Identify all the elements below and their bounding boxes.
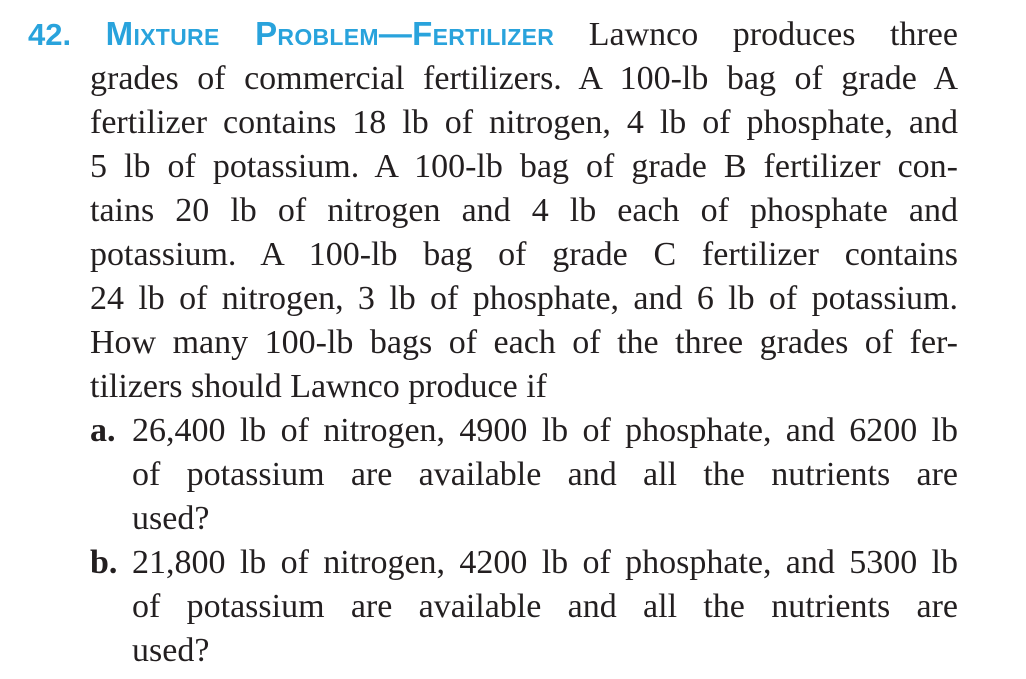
problem-first-line xyxy=(28,12,958,57)
stem-line-4: 5 lb of potassium. A 100-lb bag of grade B fertilizer con- xyxy=(90,148,958,185)
stem-line-1: Lawnco produces three xyxy=(588,16,958,53)
part-b-label: b. xyxy=(90,544,118,581)
stem-line-9: tilizers should Lawnco produce if xyxy=(90,368,547,405)
part-a-line-3: used? xyxy=(132,500,210,537)
part-a-line-1: 26,400 lb of nitrogen, 4900 lb of phosphate, and 6200 lb xyxy=(132,412,958,449)
part-b xyxy=(28,541,958,673)
part-b-line-3: used? xyxy=(132,632,210,669)
problem-number: 42. xyxy=(28,17,72,52)
part-b-line-1: 21,800 lb of nitrogen, 4200 lb of phosphate, and 5300 lb xyxy=(132,544,958,581)
problem-42 xyxy=(28,12,958,673)
stem-line-6: potassium. A 100-lb bag of grade C fertilizer contains xyxy=(90,236,958,273)
part-b-line-2: of potassium are available and all the nutrients are xyxy=(132,588,958,625)
stem-line-3: fertilizer contains 18 lb of nitrogen, 4 lb of phosphate, and xyxy=(90,104,958,141)
part-a xyxy=(28,409,958,541)
part-a-label: a. xyxy=(90,412,116,449)
stem-line-7: 24 lb of nitrogen, 3 lb of phosphate, and 6 lb of potassium. xyxy=(90,280,958,317)
stem-line-8: How many 100-lb bags of each of the three grades of fer- xyxy=(90,324,958,361)
stem-line-5: tains 20 lb of nitrogen and 4 lb each of phosphate and xyxy=(90,192,958,229)
part-a-line-2: of potassium are available and all the nutrients are xyxy=(132,456,958,493)
stem-line-2: grades of commercial fertilizers. A 100-lb bag of grade A xyxy=(90,60,958,97)
problem-heading: Mixture Problem—Fertilizer xyxy=(105,15,555,52)
